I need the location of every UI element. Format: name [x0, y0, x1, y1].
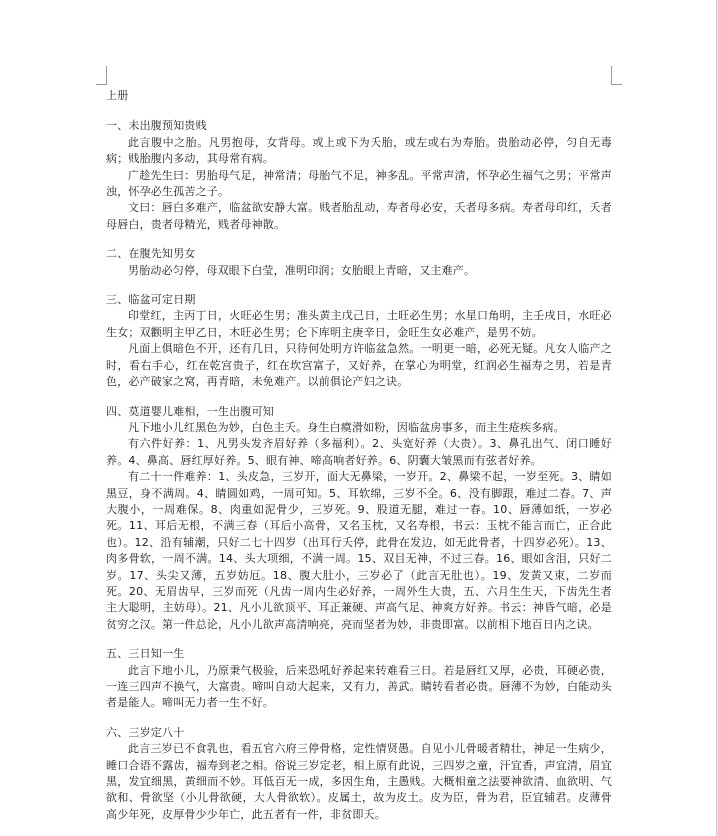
sections-container [106, 118, 612, 823]
paragraph: 广趁先生曰：男胎母气足，神常清；母胎气不足，神多乱。平常声清，怀孕必生福气之男；平常声浊，怀孕必生孤苦之子。 [106, 168, 612, 199]
crop-mark-top-left [96, 66, 107, 85]
section [106, 646, 612, 712]
crop-mark-top-right [611, 66, 622, 85]
paragraph: 文曰：唇白多难产，临盆欲安静大富。贱者胎乱动，寿者母必安，夭者母多病。寿者母印红，夭者母唇白，贵者母精光，贱者母神散。 [106, 201, 612, 231]
section-title: 二、在腹先知男女 [106, 247, 196, 261]
volume-heading: 上册 [106, 89, 129, 102]
paragraph: 男胎动必匀停，母双眼下白莹，准明印润；女胎眼上青暗，又主难产。 [128, 263, 476, 277]
section [106, 118, 612, 233]
section-title: 一、未出腹预知贵贱 [106, 119, 207, 133]
document-body [106, 88, 612, 836]
paragraph: 凡面上俱暗色不开，还有几日，只待何处明方许临盆急然。一明更一暗，必死无疑。凡女人临产之时，看右手心，红在乾宫贵子，红在坎宫富子，又好养，在掌心为明堂，红润必生福寿之男，若是青色，必产破家之窝，再青暗，未免难产。以前俱论产妇之诀。 [106, 342, 612, 389]
section-title: 五、三日知一生 [106, 647, 185, 661]
section-title: 四、莫道婴儿难相，一生出腹可知 [106, 404, 274, 418]
paragraph: 此言三岁已不食乳也，看五官六府三停骨格，定性情贤愚。自见小儿骨暖者精壮，神足一生病少，睡口合语不露齿，福寿到老之相。俗说三岁定老，相上原有此说，三四岁之童，汗宜香，声宜清，眉宜黑，发宜细黑，黄细而不妙。耳低百无一成，多因生角，主愚贱。大概相童之法要神欲清、血欲明、气欲和、骨欲坚（小儿骨欲硬，大人骨欲软）。皮属土，故为皮土。皮为臣，骨为君，臣宜辅君。皮薄骨高少年死，皮厚骨少少年亡，此五者有一件，非贫即夭。 [106, 742, 612, 821]
section [106, 725, 612, 823]
section [106, 246, 612, 279]
paragraph: 有二十一件难养：1、头皮急，三岁开，面大无鼻梁，一岁开。2、鼻梁不起，一岁至死。3、睛如黑豆，身不满周。4、睛圆如鸡，一周可知。5、耳软绵，三岁不全。6、没有脚跟，难过二春。7、声大腹小，一周难保。8、肉重如泥骨少，三岁死。9、股道无腿，难过一春。10、唇薄如纸，一岁必死。11、耳后无根，不满三春（耳后小高骨，又名玉枕，又名寿根，书云：玉枕不能言而亡，正合此也）。12、沿有辅潮，只好二七十四岁（出耳行夭停，此骨在发边，如无此骨者，十四岁必死）。13、肉多骨软，一周不满。14、头大项细，不满一周。15、双目无神，不过三春。16、眼如含泪，只好二岁。17、头尖又薄，五岁妨厄。18、腹大肚小，三岁必了（此言无肚也）。19、发黄又束，二岁而死。20、无眉齿早，三岁而死（凡齿一周内生必好养，一周外生大贵，五、六月生生天，下齿先生者主大聪明，主妨母）。21、凡小儿欲顶平、耳正兼硬、声高气足、神爽方好养。书云：神昏气暗，必是贫穷之汉。第一件总论，凡小儿欲声高清响亮，亮而坚者为妙，非贵即富。以前相下地百日内之诀。 [106, 470, 612, 631]
paragraph: 凡下地小儿红黑色为妙，白色主夭。身生白瘼滑如粉，因临盆房事多，而主生疮疾多病。 [128, 420, 565, 434]
section [106, 404, 612, 634]
section-title: 六、三岁定八十 [106, 725, 185, 739]
paragraph: 有六件好养：1、凡男头发齐眉好养（多福利）。2、头宽好养（大贵）。3、鼻孔出气、闭口睡好养。4、鼻高、唇红厚好养。5、眼有神、啼高响者好养。6、阴囊大皱黑而有弦者好养。 [106, 437, 612, 467]
section-title: 三、临盆可定日期 [106, 293, 196, 307]
paragraph: 印堂红，主丙丁日，火旺必生男；准头黄主戊己日，土旺必生男；水星口角明，主壬戌日，水旺必生女；双颧明主甲乙日，木旺必生男；仑下库明主庚辛日，金旺生女必难产，是男不妨。 [106, 309, 612, 339]
paragraph: 此言腹中之胎。凡男抱母，女背母。或上或下为夭胎，或左或右为寿胎。贵胎动必停，匀自无毒病；贱胎腹内多动，其母常有病。 [106, 135, 612, 166]
paragraph: 此言下地小儿，乃原秉气极验，后来恐吼好养起来转难看三日。若是唇红又厚，必贵，耳硬必贵，一连三四声不换气，大富贵。啼叫自动大起来，又有力，善武。睛转看者必贵。唇薄不为妙，白能动头者是能人。啼叫无力者一生不好。 [106, 663, 612, 710]
section [106, 292, 612, 390]
